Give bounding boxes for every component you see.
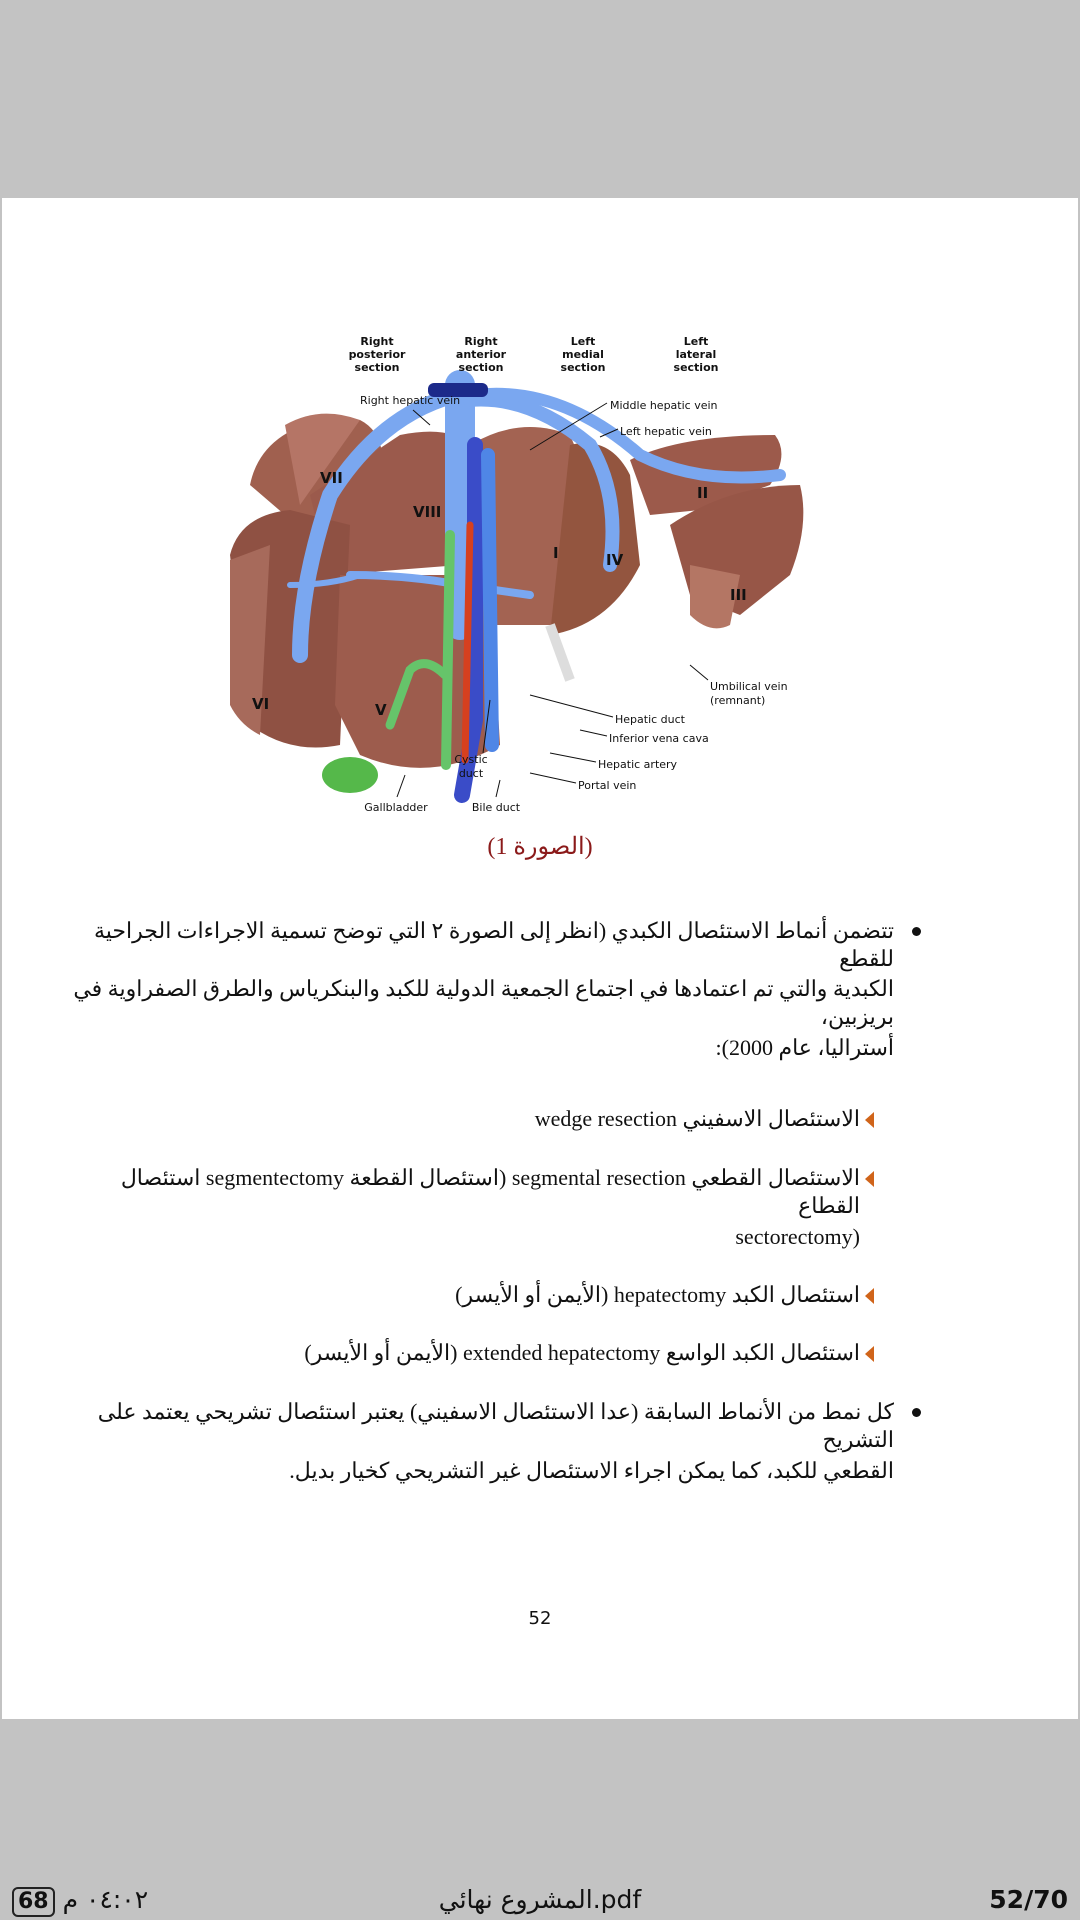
- header-left-lateral: Left lateral section: [673, 335, 719, 374]
- arrow-bullet-icon: [865, 1288, 874, 1304]
- subitem-segmental: الاستئصال القطعي segmental resection (استئصال القطعة segmentectomy استئصال القطاع: [120, 1165, 860, 1218]
- segment-vii: VII: [320, 469, 343, 487]
- gallbladder-shape: [322, 757, 378, 793]
- label-umbilical-remnant: (remnant): [710, 694, 766, 707]
- header-left-medial: Left medial section: [560, 335, 606, 374]
- label-portal-vein: Portal vein: [578, 779, 637, 792]
- file-name: المشروع نهائي.pdf: [438, 1885, 642, 1914]
- para2-line1: كل نمط من الأنماط السابقة (عدا الاستئصال الاسفيني) يعتبر استئصال تشريحي يعتمد على التشريح: [97, 1399, 894, 1452]
- header-right-anterior: Right anterior section: [455, 335, 507, 374]
- subitem-extended-hepatectomy: استئصال الكبد الواسع extended hepatectomy (الأيمن أو الأيسر): [304, 1340, 860, 1365]
- subitem-segmental-cont: (sectorectomy: [735, 1224, 860, 1249]
- segment-ii: II: [697, 484, 709, 502]
- para1-line2: الكبدية والتي تم اعتمادها في اجتماع الجمعية الدولية للكبد والبنكرياس والطرق الصفراوية في بريزبين،: [73, 976, 894, 1029]
- status-cluster: [12, 1885, 148, 1917]
- para2-line2: القطعي للكبد، كما يمكن اجراء الاستئصال غير التشريحي كخيار بديل.: [289, 1458, 894, 1483]
- figure-caption: (الصورة 1): [487, 834, 593, 860]
- segment-iii: III: [730, 586, 747, 604]
- label-gallbladder: Gallbladder: [364, 801, 428, 814]
- label-hepatic-duct: Hepatic duct: [615, 713, 685, 726]
- subitem-hepatectomy: استئصال الكبد hepatectomy (الأيمن أو الأيسر): [455, 1282, 860, 1307]
- segment-v: V: [375, 701, 387, 719]
- label-hepatic-artery: Hepatic artery: [598, 758, 678, 771]
- label-right-hepatic-vein: Right hepatic vein: [360, 394, 461, 407]
- para1-line1: تتضمن أنماط الاستئصال الكبدي (انظر إلى الصورة ٢ التي توضح تسمية الاجراءات الجراحية للقطع: [94, 918, 894, 971]
- umbilical-vein-shape: [550, 625, 570, 680]
- para1-line3: أستراليا، عام 2000):: [715, 1035, 894, 1060]
- arrow-bullet-icon: [865, 1171, 874, 1187]
- segment-iv: IV: [606, 551, 624, 569]
- clock: ٠٤:٠٢ م: [62, 1885, 149, 1914]
- page-counter[interactable]: 52/70: [989, 1885, 1068, 1914]
- segment-viii: VIII: [413, 503, 442, 521]
- page-number: 52: [528, 1608, 552, 1629]
- file-name-wrap: [300, 1885, 780, 1914]
- label-middle-hepatic-vein: Middle hepatic vein: [610, 399, 718, 412]
- segment-vi: VI: [252, 695, 270, 713]
- bullet-icon: [912, 1408, 921, 1417]
- label-bile-duct: Bile duct: [471, 801, 521, 814]
- label-left-hepatic-vein: Left hepatic vein: [620, 425, 712, 438]
- subitem-wedge: الاستئصال الاسفيني wedge resection: [534, 1106, 860, 1131]
- label-umbilical-vein: Umbilical vein: [710, 680, 788, 693]
- arrow-bullet-icon: [865, 1346, 874, 1362]
- header-right-posterior: Right posterior section: [348, 335, 406, 374]
- bullet-icon: [912, 927, 921, 936]
- battery-badge: 68: [12, 1887, 55, 1917]
- label-cystic-duct: Cystic duct: [454, 753, 488, 780]
- label-inferior-vena-cava: Inferior vena cava: [609, 732, 709, 745]
- segment-i: I: [553, 544, 559, 562]
- arrow-bullet-icon: [865, 1112, 874, 1128]
- liver-anatomy-diagram: [230, 325, 810, 820]
